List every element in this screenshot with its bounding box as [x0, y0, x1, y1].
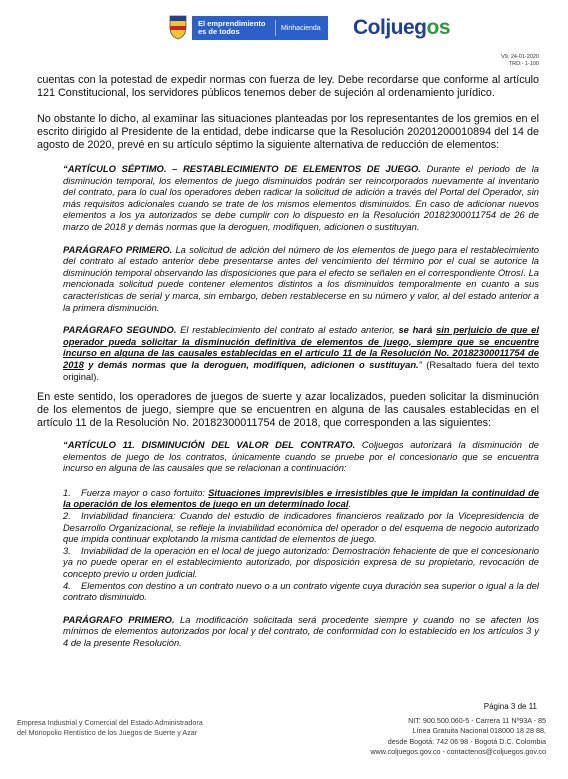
- footer-web-email: www.coljuegos.gov.co - contactenos@coljuegos.gov.co: [370, 747, 546, 757]
- quoted-paragraph: [63, 614, 539, 649]
- list-item: [63, 510, 539, 545]
- article-text: Durante el periodo de la disminución temporal, los elementos de juego disminuidos podrán ser reincorporados nuevamente al inventario del contrato, para lo cual los operadores deben radicar la solicitud de adición a través del Portal del Operador, sin más requisitos adicionales cuando se trate de los mismos elementos disminuidos. En caso de adicionar nuevos elementos a los ya autorizados se debe cumplir con lo dispuesto en la Resolución 20182300011754 de 26 de marzo de 2018 y demás normas que la deroguen, modifiquen, adicionen o sustituyan.: [63, 163, 539, 232]
- quoted-article: [63, 439, 539, 474]
- list-end: .: [348, 498, 352, 510]
- logo-text-accent: os: [426, 16, 451, 39]
- footer-hotline: Línea Gratuita Nacional 018000 18 28 88,: [412, 726, 546, 736]
- closing-quote: ”: [418, 358, 422, 370]
- page-header: [0, 10, 568, 50]
- document-body: [37, 74, 539, 649]
- page-number: Página 3 de 11: [483, 702, 537, 711]
- paragraph-text: El restablecimiento del contrato al estado anterior,: [176, 324, 399, 336]
- quoted-paragraph: [63, 324, 539, 382]
- logo-text-main: Coljueg: [353, 16, 427, 39]
- highlighted-text: Situaciones imprevisibles e irresistibles que le impidan la continuidad de la operación de los elementos de juego en un determinado local: [63, 486, 540, 510]
- paragraph-heading: PARÁGRAFO SEGUNDO.: [63, 324, 177, 336]
- emphasis-text: y demás normas que la deroguen, modifiquen, adicionen o sustituyan.: [83, 358, 419, 370]
- article-text: Coljuegos autorizará la disminución de elementos de juego de los contratos, únicamente cuando se pruebe por el concesionario que se encuentra incurso en alguna de las causales que se relacionan a continuación:: [63, 439, 539, 474]
- list-item: [63, 545, 539, 580]
- colombia-coat-of-arms-icon: [168, 14, 188, 40]
- version-code: V9, 24-01-2020: [501, 54, 539, 60]
- paragraph: cuentas con la potestad de expedir normas con fuerza de ley. Debe recordarse que conforme al artículo 121 Constitucional, los servidores públicos tenemos deber de sujeción al ordenamiento jurídico.: [37, 74, 539, 99]
- emphasis-text: se hará: [398, 324, 437, 336]
- paragraph: En este sentido, los operadores de juegos de suerte y azar localizados, pueden solicitar la disminución de los elementos de juego, siempre que se encuentren en alguna de las causales establecidas en el artículo 11 de la Resolución No. 20182300011754 de 2018, que corresponden a las siguientes:: [37, 391, 539, 430]
- paragraph-heading: PARÁGRAFO PRIMERO.: [63, 243, 173, 255]
- article-heading: “ARTÍCULO SÉPTIMO. – RESTABLECIMIENTO DE ELEMENTOS DE JUEGO.: [63, 163, 421, 174]
- list-number: 2.: [63, 510, 71, 522]
- banner-divider: [275, 20, 276, 36]
- paragraph-text: La solicitud de adición del número de los elementos de juego para el restablecimiento del contrato al estado anterior debe presentarse antes del vencimiento del término por el cual se autorice la disminución temporal observando las disposiciones que para el efecto se señalen en el correspondiente Otrosí. La mencionada solicitud puede contener elementos distintos a los disminuidos temporalmente en cuanto a sus características de serial y marca, sin embargo, deben restablecerse en su número y valor, al del estado anterior a la primera disminución.: [63, 243, 539, 313]
- list-text: Inviabilidad de la operación en el local de juego autorizado: Demostración fehaciente de que el concesionario ya no puede operar en el establecimiento autorizado, por disposición expresa de su propietario, revocación de concepto previo u orden judicial.: [63, 544, 539, 580]
- list-text: Elementos con destino a un contrato nuevo o a un contrato vigente cuya duración sea superior o igual a la del contrato disminuido.: [63, 579, 539, 603]
- document-codes: [501, 54, 539, 68]
- footer-bogota-phone: desde Bogotá: 742 06 98 - Bogotá D.C. Colombia: [387, 736, 546, 746]
- footer-company-line: del Monopolio Rentístico de los Juegos de Suerte y Azar: [17, 728, 198, 737]
- ministry-name: Minhacienda: [281, 24, 321, 32]
- footer-company: [17, 718, 203, 738]
- government-banner: [192, 16, 328, 40]
- paragraph-heading: PARÁGRAFO PRIMERO.: [63, 613, 175, 625]
- trd-code: TRD:- 1-100: [508, 61, 539, 67]
- list-item: [63, 580, 539, 603]
- footer-company-line: Empresa Industrial y Comercial del Estado Administradora: [17, 718, 203, 727]
- list-number: 1.: [63, 486, 71, 498]
- footer-contact: [370, 716, 546, 758]
- list-number: 3.: [63, 544, 71, 556]
- footer-nit-address: NIT: 900.500.060-5 - Carrera 11 Nº93A - 85: [408, 716, 546, 725]
- list-text: Fuerza mayor o caso fortuito:: [81, 486, 209, 498]
- list-item: [63, 487, 539, 510]
- emphasis-note: (Resaltado fuera del texto original).: [63, 358, 539, 382]
- list-text: Inviabilidad financiera: Cuando del estudio de indicadores financieros realizado por la Vicepresidencia de Desarrollo Organizacional, se refleje la inviabilidad económica del operador o del esquema de negocio autorizado que impida continuar explotando la misma cantidad de elementos de juego.: [63, 510, 539, 545]
- article-heading: “ARTÍCULO 11. DISMINUCIÓN DEL VALOR DEL CONTRATO.: [63, 439, 356, 451]
- paragraph: No obstante lo dicho, al examinar las situaciones planteadas por los representantes de los gremios en el escrito dirigido al Presidente de la entidad, debe indicarse que la Resolución 20201200010894 del 14 de agosto de 2020, prevé en su artículo séptimo la siguiente alternativa de reducción de elementos:: [37, 113, 539, 151]
- list-number: 4.: [63, 579, 71, 591]
- quoted-article: [63, 163, 539, 233]
- coljuegos-logo: [353, 16, 450, 40]
- highlighted-text: sin perjuicio de que el operador pueda solicitar la disminución definitiva de elementos de juego, siempre que se encuentre incurso en alguna de las causales establecidas en el artículo 11 de la Resolución No. 20182300011754 de 2018: [63, 324, 539, 370]
- quoted-paragraph: [63, 244, 539, 314]
- paragraph-text: La modificación solicitada será procedente siempre y cuando no se afecten los mínimos de elementos autorizados por local y del contrato, de conformidad con lo establecido en los artículos 3 y 4 de la presente Resolución.: [63, 613, 539, 648]
- government-slogan: El emprendimiento es de todos: [198, 18, 266, 36]
